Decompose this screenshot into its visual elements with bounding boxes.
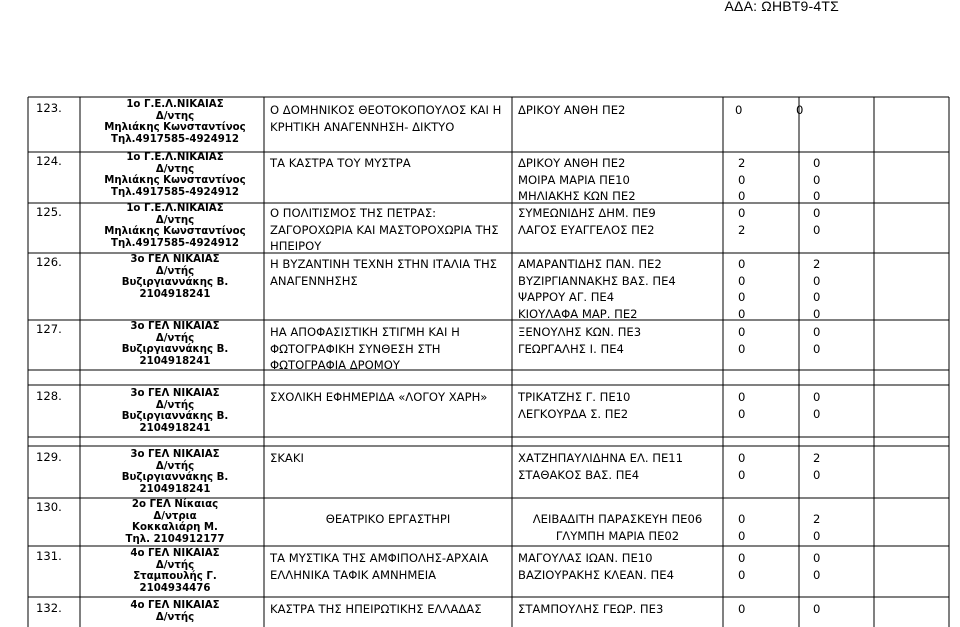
program-title: Ο ΠΟΛΙΤΙΣΜΟΣ ΤΗΣ ΠΕΤΡΑΣ: ΖΑΓΟΡΟΧΩΡΙΑ ΚΑΙ ΜΑΣΤΟΡΟΧΩΡΙΑ ΤΗΣ ΗΠΕΙΡΟΥ bbox=[270, 206, 499, 253]
program-title: ΤΑ ΜΥΣΤΙΚΑ ΤΗΣ ΑΜΦΙΠΟΛΗΣ-ΑΡΧΑΙΑ ΕΛΛΗΝΙΚΑ ΤΑΦΙΚ ΑΜΝΗΜΕΙΑ bbox=[270, 551, 489, 582]
count-1: 0 0 bbox=[738, 512, 746, 543]
row-number: 132. bbox=[36, 601, 62, 615]
program-title: ΘΕΑΤΡΙΚΟ ΕΡΓΑΣΤΗΡΙ bbox=[325, 512, 451, 526]
school-info: 1ο Γ.Ε.Λ.ΝΙΚΑΙΑΣ Δ/ντης Μηλιάκης Κωνσταντίνος Τηλ.4917585-4924912 bbox=[104, 152, 246, 198]
count-1: 0 0 bbox=[738, 551, 746, 582]
program-title: ΣΚΑΚΙ bbox=[270, 451, 304, 465]
program-title: Η ΒΥΖΑΝΤΙΝΗ ΤΕΧΝΗ ΣΤΗΝ ΙΤΑΛΙΑ ΤΗΣ ΑΝΑΓΕΝΝΗΣΗΣ bbox=[270, 257, 497, 288]
program-title: ΚΑΣΤΡΑ ΤΗΣ ΗΠΕΙΡΩΤΙΚΗΣ ΕΛΛΑΔΑΣ bbox=[270, 602, 482, 616]
row-number: 128. bbox=[36, 389, 62, 403]
count-2: 2 0 0 0 bbox=[813, 257, 821, 321]
school-info: 1ο Γ.Ε.Λ.ΝΙΚΑΙΑΣ Δ/ντης Μηλιάκης Κωνσταντίνος Τηλ.4917585-4924912 bbox=[104, 99, 246, 145]
count-1: 0 bbox=[735, 103, 743, 117]
count-2: 2 0 bbox=[813, 451, 821, 482]
count-1: 0 2 bbox=[738, 206, 746, 237]
count-1: 0 0 bbox=[738, 325, 746, 356]
row-number: 123. bbox=[36, 101, 62, 115]
row-number: 124. bbox=[36, 154, 62, 168]
program-title: ΣΧΟΛΙΚΗ ΕΦΗΜΕΡΙΔΑ «ΛΟΓΟΥ ΧΑΡΗ» bbox=[270, 390, 488, 404]
teachers: ΔΡΙΚΟΥ ΑΝΘΗ ΠΕ2 ΜΟΙΡΑ ΜΑΡΙΑ ΠΕ10 ΜΗΛΙΑΚΗΣ ΚΩΝ ΠΕ2 bbox=[518, 156, 636, 203]
teachers: ΞΕΝΟΥΛΗΣ ΚΩΝ. ΠΕ3 ΓΕΩΡΓΑΛΗΣ Ι. ΠΕ4 bbox=[518, 325, 642, 356]
school-info: 3ο ΓΕΛ ΝΙΚΑΙΑΣ Δ/ντής Βυζιργιαννάκης Β. 2104918241 bbox=[121, 254, 229, 300]
row-number: 125. bbox=[36, 205, 62, 219]
teachers: ΣΤΑΜΠΟΥΛΗΣ ΓΕΩΡ. ΠΕ3 bbox=[518, 602, 664, 616]
school-info: 2ο ΓΕΛ Νίκαιας Δ/ντρια Κοκκαλιάρη Μ. Τηλ. 2104912177 bbox=[125, 499, 225, 545]
count-1: 0 0 bbox=[738, 451, 746, 482]
count-2: 0 0 0 bbox=[813, 156, 821, 203]
count-2: 0 0 bbox=[813, 206, 821, 237]
teachers: ΔΡΙΚΟΥ ΑΝΘΗ ΠΕ2 bbox=[518, 103, 626, 117]
school-info: 3ο ΓΕΛ ΝΙΚΑΙΑΣ Δ/ντής Βυζιργιαννάκης Β. 2104918241 bbox=[121, 388, 229, 434]
row-number: 126. bbox=[36, 255, 62, 269]
teachers: ΣΥΜΕΩΝΙΔΗΣ ΔΗΜ. ΠΕ9 ΛΑΓΟΣ ΕΥΑΓΓΕΛΟΣ ΠΕ2 bbox=[518, 206, 656, 237]
count-2: 0 bbox=[813, 602, 821, 616]
teachers: ΑΜΑΡΑΝΤΙΔΗΣ ΠΑΝ. ΠΕ2 ΒΥΖΙΡΓΙΑΝΝΑΚΗΣ ΒΑΣ. ΠΕ4 ΨΑΡΡΟΥ ΑΓ. ΠΕ4 ΚΙΟΥΛΑΦΑ ΜΑΡ. ΠΕ2 bbox=[518, 257, 676, 321]
school-info: 3ο ΓΕΛ ΝΙΚΑΙΑΣ Δ/ντής Βυζιργιαννάκης Β. 2104918241 bbox=[121, 449, 229, 495]
teachers: ΛΕΙΒΑΔΙΤΗ ΠΑΡΑΣΚΕΥΗ ΠΕ06 ΓΛΥΜΠΗ ΜΑΡΙΑ ΠΕ02 bbox=[532, 512, 703, 543]
count-1: 0 bbox=[738, 602, 746, 616]
school-info: 4ο ΓΕΛ ΝΙΚΑΙΑΣ Δ/ντής Σταμπουλής Γ. 2104934476 bbox=[130, 548, 220, 594]
count-1: 0 0 0 0 bbox=[738, 257, 746, 321]
teachers: ΧΑΤΖΗΠΑΥΛΙΔΗΝΑ ΕΛ. ΠΕ11 ΣΤΑΘΑΚΟΣ ΒΑΣ. ΠΕ4 bbox=[518, 451, 684, 482]
row-number: 131. bbox=[36, 549, 62, 563]
program-title: Ο ΔΟΜΗΝΙΚΟΣ ΘΕΟΤΟΚΟΠΟΥΛΟΣ ΚΑΙ Η ΚΡΗΤΙΚΗ ΑΝΑΓΕΝΝΗΣΗ- ΔΙΚΤΥΟ bbox=[270, 103, 502, 134]
teachers: ΤΡΙΚΑΤΖΗΣ Γ. ΠΕ10 ΛΕΓΚΟΥΡΔΑ Σ. ΠΕ2 bbox=[518, 390, 631, 421]
row-number: 129. bbox=[36, 450, 62, 464]
ada-code: ΑΔΑ: ΩΗΒΤ9-4ΤΣ bbox=[724, 0, 839, 14]
program-title: ΗΑ ΑΠΟΦΑΣΙΣΤΙΚΗ ΣΤΙΓΜΗ ΚΑΙ Η ΦΩΤΟΓΡΑΦΙΚΗ ΣΥΝΘΕΣΗ ΣΤΗ ΦΩΤΟΓΡΑΦΙΑ ΔΡΟΜΟΥ bbox=[270, 325, 460, 372]
count-2: 0 0 bbox=[813, 390, 821, 421]
program-title: ΤΑ ΚΑΣΤΡΑ ΤΟΥ ΜΥΣΤΡΑ bbox=[270, 156, 411, 170]
count-1: 0 0 bbox=[738, 390, 746, 421]
school-info: 3ο ΓΕΛ ΝΙΚΑΙΑΣ Δ/ντής Βυζιργιαννάκης Β. 2104918241 bbox=[121, 321, 229, 367]
count-2: 0 0 bbox=[813, 551, 821, 582]
teachers: ΜΑΓΟΥΛΑΣ ΙΩΑΝ. ΠΕ10 ΒΑΖΙΟΥΡΑΚΗΣ ΚΛΕΑΝ. ΠΕ4 bbox=[518, 551, 674, 582]
school-info: 1ο Γ.Ε.Λ.ΝΙΚΑΙΑΣ Δ/ντης Μηλιάκης Κωνσταντίνος Τηλ.4917585-4924912 bbox=[104, 203, 246, 249]
count-2: 0 0 bbox=[813, 325, 821, 356]
row-number: 130. bbox=[36, 500, 62, 514]
count-1: 2 0 0 bbox=[738, 156, 746, 203]
count-2: 0 bbox=[796, 103, 804, 117]
count-2: 2 0 bbox=[813, 512, 821, 543]
row-number: 127. bbox=[36, 322, 62, 336]
school-info: 4ο ΓΕΛ ΝΙΚΑΙΑΣ Δ/ντής bbox=[130, 600, 220, 623]
